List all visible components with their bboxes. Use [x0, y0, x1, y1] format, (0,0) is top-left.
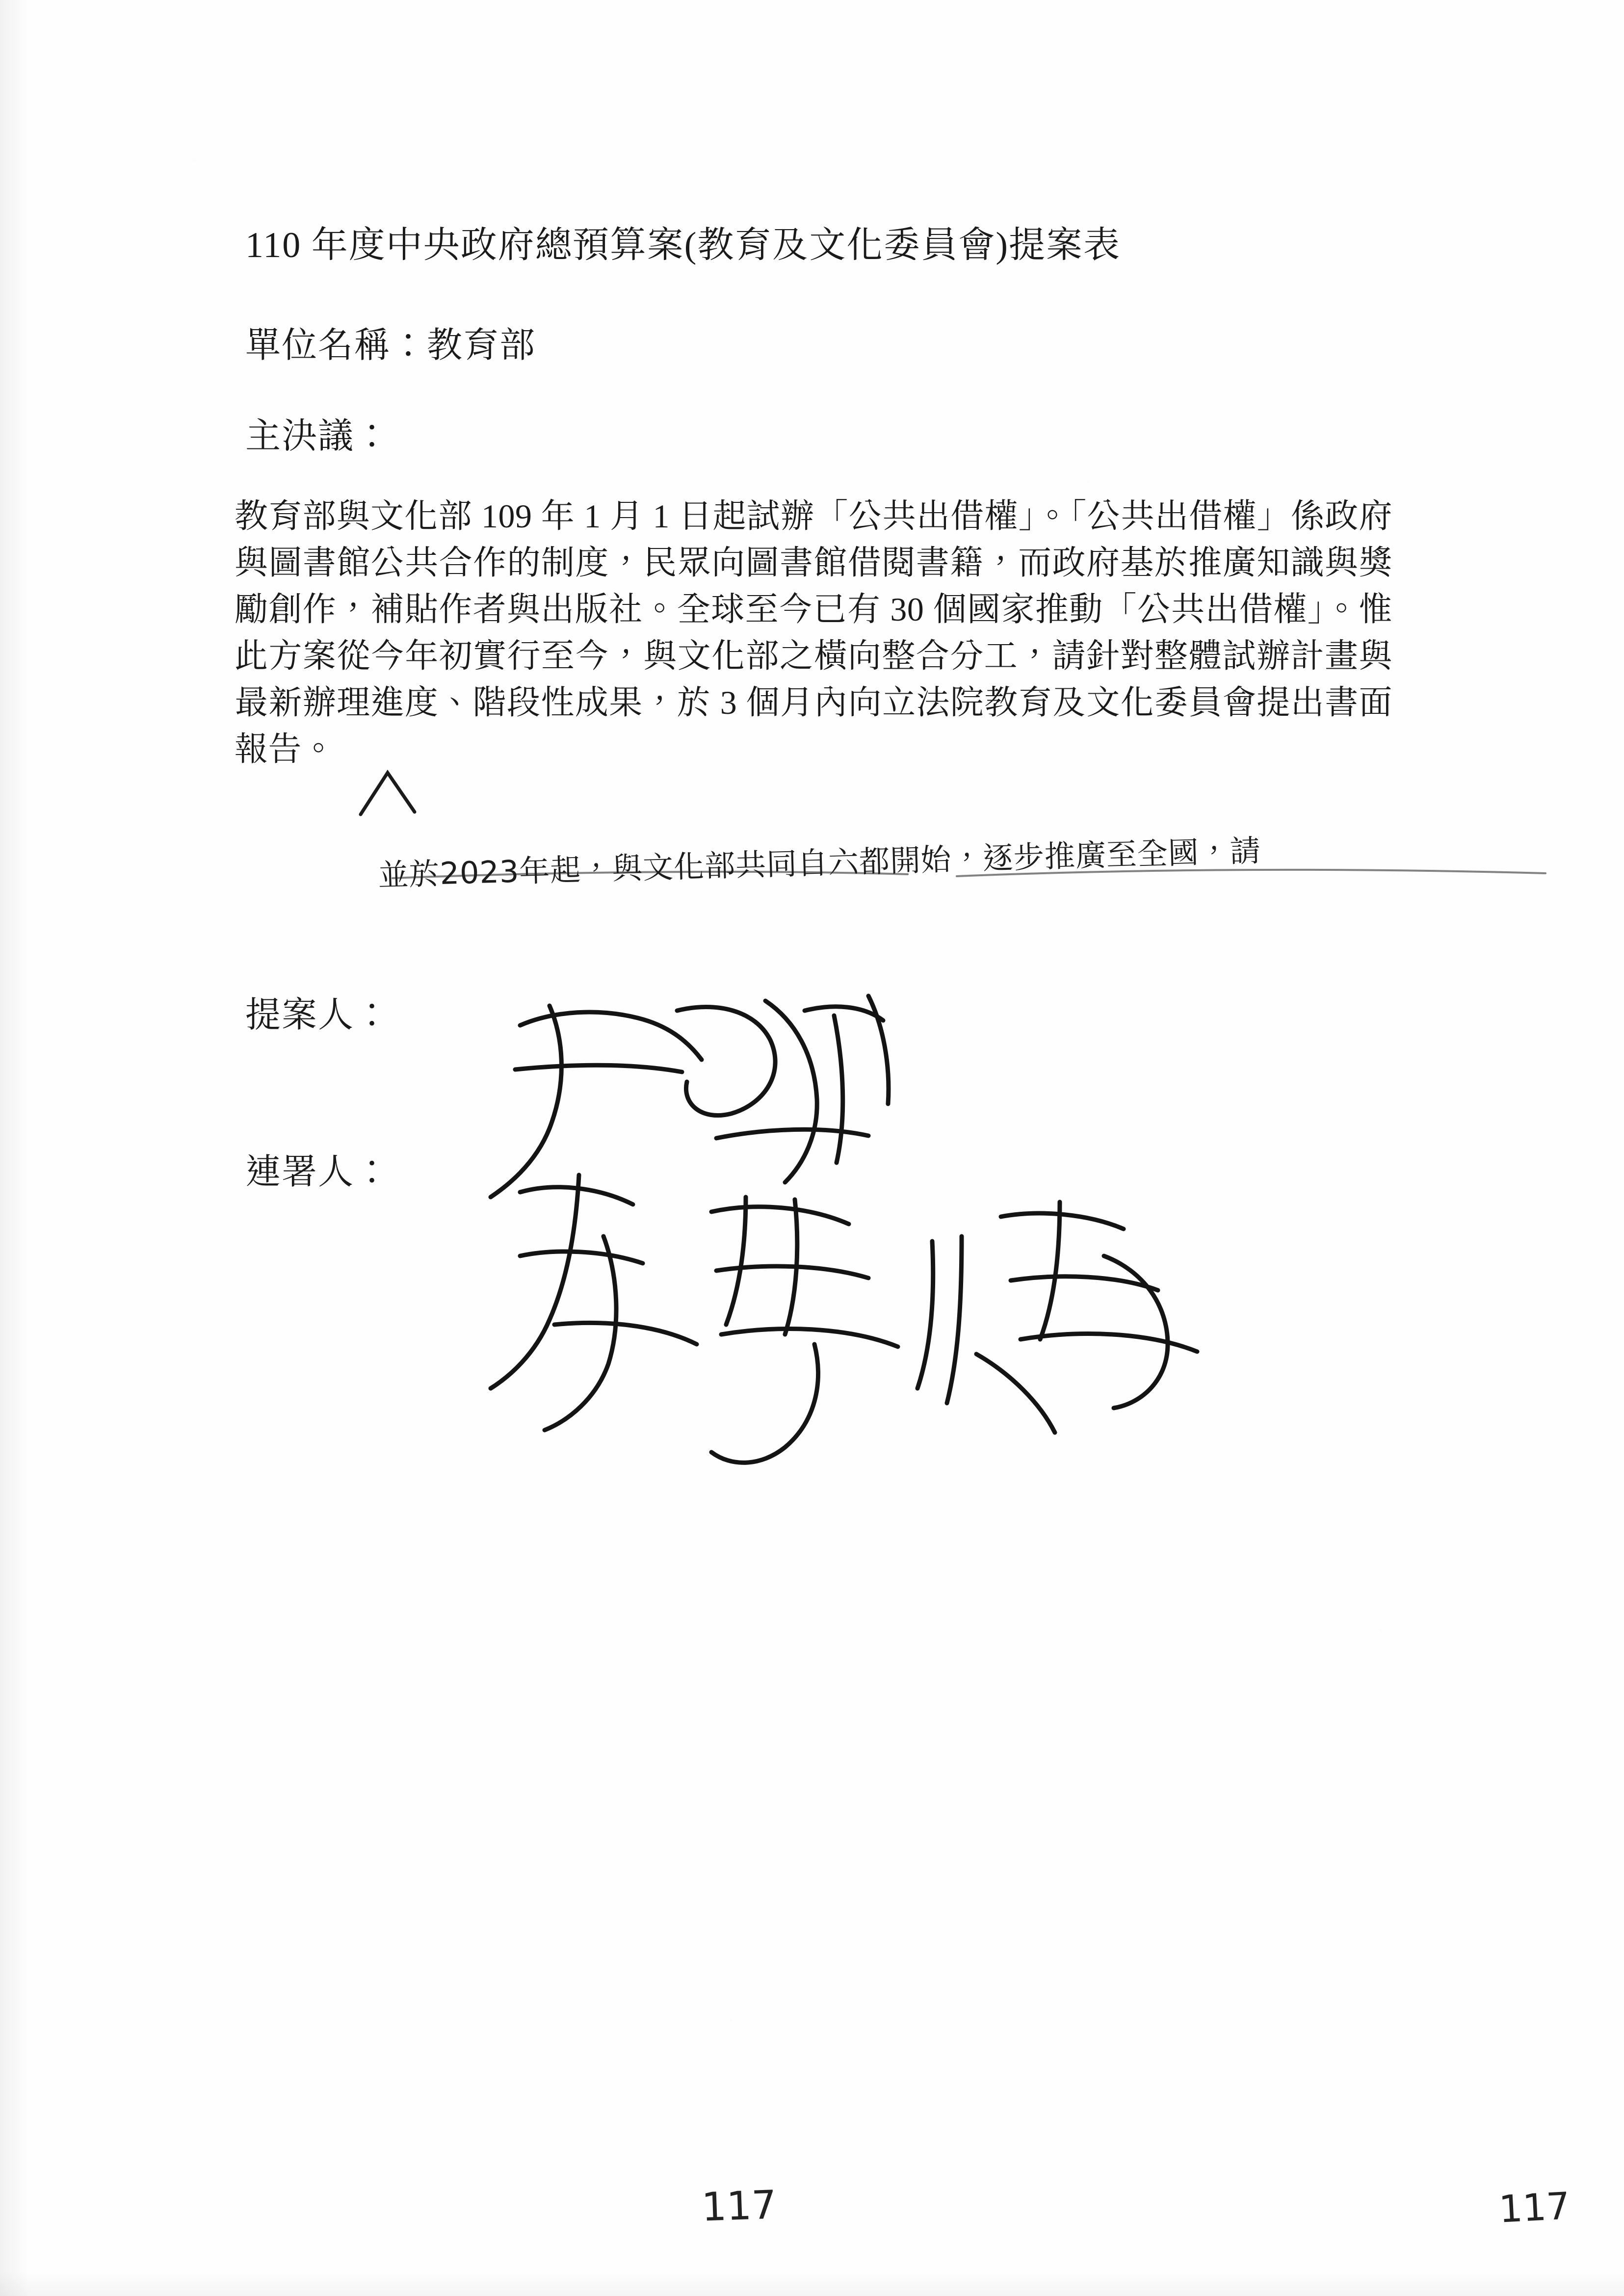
resolution-heading: 主決議： — [245, 417, 391, 456]
page-number: 117 — [701, 2182, 778, 2230]
document-title: 110 年度中央政府總預算案(教育及文化委員會)提案表 — [245, 225, 1121, 265]
handwritten-amendment-text: 並於2023年起，與文化部共同自六都開始，逐步推廣至全國，請 — [377, 833, 1261, 893]
unit-name-line: 單位名稱：教育部 — [245, 326, 536, 365]
cosigner-label: 連署人： — [245, 1152, 391, 1192]
page-number-corner: 117 — [1497, 2184, 1572, 2231]
resolution-body-text: 教育部與文化部 109 年 1 月 1 日起試辦「公共出借權」。「公共出借權」係政府與圖書館公共合作的制度，民眾向圖書館借閱書籍，而政府基於推廣知識與獎勵創作，補貼作者與出版社。全球至今已有 30 個國家推動「公共出借權」。惟此方案從今年初實行至今，與文化部之橫向整合分工，請針對整體試辦計畫與最新辦理進度、階段性成果，於 3 個月內向立法院教育及文化委員會提出書面報告。 — [235, 497, 1392, 768]
proposer-label: 提案人： — [245, 995, 391, 1035]
